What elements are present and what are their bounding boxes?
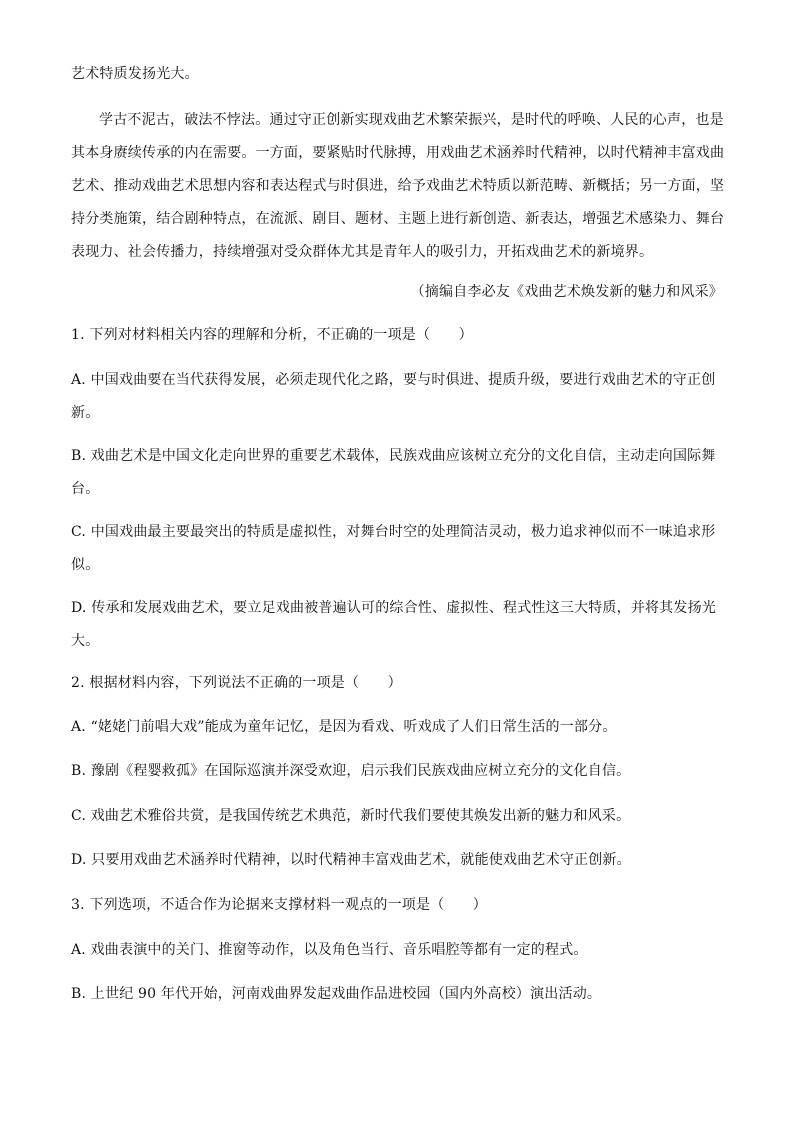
question-2-option-d: D. 只要用戏曲艺术涵养时代精神，以时代精神丰富戏曲艺术，就能使戏曲艺术守正创新。: [71, 852, 631, 868]
paragraph-line: 持分类施策，结合剧种特点，在流派、剧目、题材、主题上进行新创造、新表达，增强艺术感染力、舞台: [71, 211, 725, 227]
paragraph-line: 学古不泥古，破法不悖法。通过守正创新实现戏曲艺术繁荣振兴，是时代的呼唤、人民的心声，也是: [99, 112, 724, 128]
question-1-option-d: D. 传承和发展戏曲艺术，要立足戏曲被普遍认可的综合性、虚拟性、程式性这三大特质，并将其发扬光: [71, 600, 717, 616]
question-1-option-a: A. 中国戏曲要在当代获得发展，必须走现代化之路，要与时俱进、提质升级，要进行戏曲艺术的守正创: [71, 372, 716, 388]
question-1-option-a-cont: 新。: [71, 405, 100, 421]
question-1-option-c: C. 中国戏曲最主要最突出的特质是虚拟性，对舞台时空的处理简洁灵动，极力追求神似而不一味追求形: [71, 524, 716, 540]
question-3-option-b: B. 上世纪 90 年代开始，河南戏曲界发起戏曲作品进校园（国内外高校）演出活动。: [71, 986, 602, 1002]
question-1: 1. 下列对材料相关内容的理解和分析，不正确的一项是（ ）: [71, 327, 473, 343]
question-1-option-b: B. 戏曲艺术是中国文化走向世界的重要艺术载体，民族戏曲应该树立充分的文化自信，主动走向国际舞: [71, 448, 716, 464]
paragraph-line: 艺术、推动戏曲艺术思想内容和表达程式与时俱进，给予戏曲艺术特质以新范畴、新概括；另一方面，坚: [71, 178, 725, 194]
question-1-option-c-cont: 似。: [71, 557, 100, 573]
question-3-option-a: A. 戏曲表演中的关门、推窗等动作，以及角色当行、音乐唱腔等都有一定的程式。: [71, 942, 588, 958]
question-2-option-b: B. 豫剧《程婴救孤》在国际巡演并深受欢迎，启示我们民族戏曲应树立充分的文化自信。: [71, 763, 631, 779]
question-1-option-b-cont: 台。: [71, 481, 100, 497]
paragraph-end-line: 艺术特质发扬光大。: [71, 66, 199, 82]
question-2-option-a: A. “姥姥门前唱大戏”能成为童年记忆，是因为看戏、听戏成了人们日常生活的一部分。: [71, 719, 617, 735]
question-3: 3. 下列选项，不适合作为论据来支撑材料一观点的一项是（ ）: [71, 897, 488, 913]
paragraph-line: 其本身赓续传承的内在需要。一方面，要紧贴时代脉搏，用戏曲艺术涵养时代精神，以时代精神丰富戏曲: [71, 145, 725, 161]
question-2: 2. 根据材料内容，下列说法不正确的一项是（ ）: [71, 675, 402, 691]
question-2-option-c: C. 戏曲艺术雅俗共赏，是我国传统艺术典范，新时代我们要使其焕发出新的魅力和风采。: [71, 808, 631, 824]
source-citation: （摘编自李必友《戏曲艺术焕发新的魅力和风采》: [410, 284, 723, 300]
question-1-option-d-cont: 大。: [71, 633, 100, 649]
paragraph-line: 表现力、社会传播力，持续增强对受众群体尤其是青年人的吸引力，开拓戏曲艺术的新境界。: [71, 244, 654, 260]
